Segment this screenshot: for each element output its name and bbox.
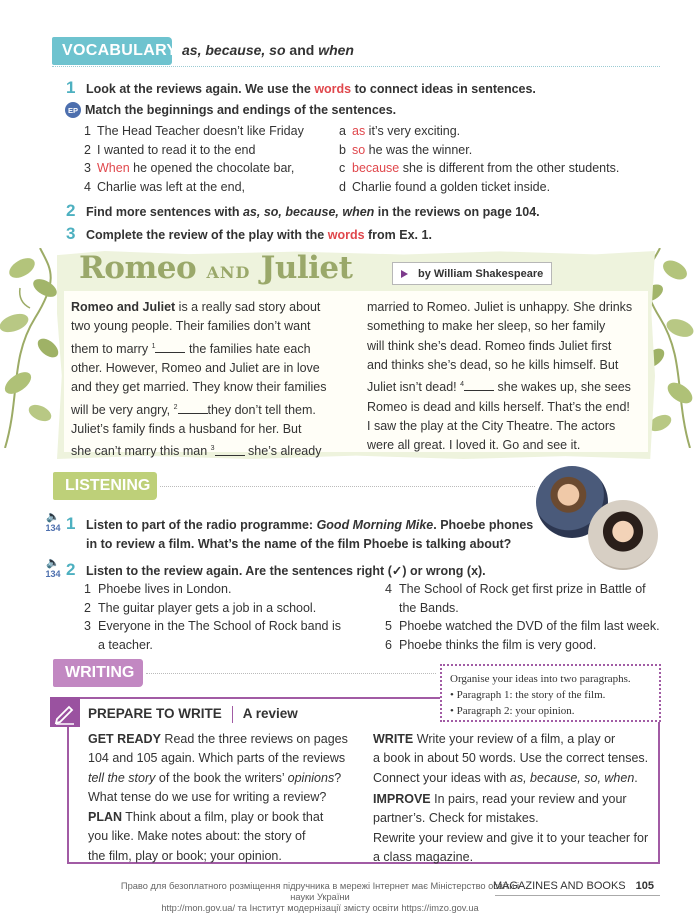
- statement-line: 5 Phoebe watched the DVD of the film last week.: [385, 619, 660, 633]
- task-1: 1 Look at the reviews again. We use the words to connect ideas in sentences.: [66, 78, 536, 97]
- divider: [146, 673, 436, 674]
- footer-page: MAGAZINES AND BOOKS 105: [493, 880, 654, 892]
- statement-line: the Bands.: [399, 600, 459, 615]
- review-line: will be very angry, $^2$ they don’t tell them.: [71, 402, 316, 417]
- prepare-heading: PREPARE TO WRITE A review: [88, 706, 298, 722]
- vocabulary-title: as, because, so and when: [182, 42, 354, 58]
- review-byline: by William Shakespeare: [392, 262, 552, 285]
- review-line: two young people. Their families don’t want: [71, 319, 311, 334]
- ep-task: Match the beginnings and endings of the sentences.: [85, 103, 397, 117]
- match-item: c because she is different from the other students.: [339, 161, 620, 175]
- review-line: and thinks she’s dead, so he kills himself. But: [367, 357, 619, 372]
- match-item: 3 When he opened the chocolate bar,: [84, 161, 295, 175]
- footer-note: Право для безоплатного розміщення підручника в мережі Інтернет має Міністерство освіти і науки України http://mon.gov.ua/ та Інститут модернізації змісту освіти https://imzo.gov.ua: [120, 881, 520, 913]
- review-line: Romeo and Juliet is a really sad story about: [71, 300, 321, 314]
- answer-gap[interactable]: [464, 381, 494, 391]
- answer-gap[interactable]: [215, 446, 245, 456]
- match-item: b so he was the winner.: [339, 142, 473, 157]
- statement-line: 6 Phoebe thinks the film is very good.: [385, 637, 597, 652]
- listening-list-right: [385, 580, 660, 654]
- review-line: married to Romeo. Juliet is unhappy. She drinks: [367, 300, 633, 314]
- divider: [160, 486, 535, 487]
- statement-line: 3 Everyone in the The School of Rock band is: [84, 619, 341, 633]
- statement-line: 4 The School of Rock get first prize in Battle of: [385, 582, 646, 596]
- footer-rule: [495, 895, 660, 896]
- audio-track-2[interactable]: 🔈 134: [42, 558, 64, 579]
- review-line: I saw the play at the City Theatre. The actors: [367, 418, 616, 433]
- review-title: Romeo AND Juliet: [79, 250, 353, 286]
- vocabulary-label: VOCABULARY: [52, 37, 172, 65]
- statement-line: 2 The guitar player gets a job in a school.: [84, 600, 317, 615]
- review-text-right: [367, 298, 649, 456]
- task-3: 3 Complete the review of the play with the words from Ex. 1.: [66, 224, 432, 243]
- answer-gap[interactable]: [178, 404, 208, 414]
- plan-para: PLAN Think about a film, play or book that you like. Make notes about: the story of the film, play or book; your opinion.: [88, 810, 324, 863]
- review-line: were all great. I loved it. Go and see it.: [367, 438, 581, 453]
- divider: [52, 66, 660, 67]
- match-item: 4 Charlie was left at the end,: [84, 179, 245, 194]
- task-2: 2 Find more sentences with as, so, because, when in the reviews on page 104.: [66, 201, 540, 220]
- review-line: she can’t marry this man $^3$ she’s already: [71, 444, 322, 459]
- match-item: d Charlie found a golden ticket inside.: [339, 179, 551, 194]
- speaker-icon: 🔈: [46, 511, 60, 523]
- vine-left-icon: [0, 248, 62, 448]
- listening-label: LISTENING: [53, 472, 157, 500]
- listening-list-left: [84, 580, 341, 654]
- speaker-icon: 🔈: [46, 557, 60, 569]
- match-item: a as it’s very exciting.: [339, 124, 461, 138]
- organise-tip: Organise your ideas into two paragraphs. • Paragraph 1: the story of the film. • Paragraph 2: your opinion.: [440, 664, 661, 722]
- review-line: Juliet’s family finds a husband for her. But: [71, 422, 302, 437]
- audio-track-1[interactable]: 🔈 134: [42, 512, 64, 533]
- ep-badge-icon: EP: [65, 102, 81, 118]
- match-item: 1 The Head Teacher doesn’t like Friday: [84, 124, 304, 138]
- statement-line: 1 Phoebe lives in London.: [84, 582, 232, 596]
- improve-para: IMPROVE In pairs, read your review and your partner’s. Check for mistakes. Rewrite your review and give it to your teacher for a class magazine.: [373, 792, 649, 865]
- review-line: them to marry $^1$ the families hate each: [71, 341, 311, 356]
- write-para: WRITE Write your review of a film, a play or a book in about 50 words. Use the correct tenses. Connect your ideas with as, because, so, when.: [373, 732, 649, 785]
- review-line: other. However, Romeo and Juliet are in love: [71, 361, 320, 376]
- get-ready-para: GET READY Read the three reviews on pages 104 and 105 again. Which parts of the reviews tell the story of the book the writers’ opinions? What tense do we use for writing a review?: [88, 732, 348, 805]
- writing-label: WRITING: [53, 659, 143, 687]
- girl-photo: [588, 500, 658, 570]
- review-line: Juliet isn’t dead! $^4$ she wakes up, she sees: [367, 380, 631, 395]
- review-line: will think she’s dead. Romeo finds Juliet first: [367, 338, 612, 353]
- pencil-tab: [50, 697, 80, 727]
- answer-gap[interactable]: [155, 343, 185, 353]
- review-line: Romeo is dead and kills herself. That’s the end!: [367, 399, 630, 414]
- match-item: 2 I wanted to read it to the end: [84, 142, 256, 157]
- listening-task-1: 1 Listen to part of the radio programme: Good Morning Mike. Phoebe phones in to review a film. What’s the name of the film Phoebe is talking about?: [66, 514, 534, 551]
- review-text-left: [71, 298, 356, 462]
- listening-task-2: 2 Listen to the review again. Are the sentences right (✓) or wrong (x).: [66, 560, 486, 579]
- review-line: something to make her sleep, so her family: [367, 319, 606, 334]
- statement-line: a teacher.: [98, 637, 153, 652]
- review-line: and they get married. They know their families: [71, 380, 327, 395]
- pencil-icon: [50, 697, 80, 727]
